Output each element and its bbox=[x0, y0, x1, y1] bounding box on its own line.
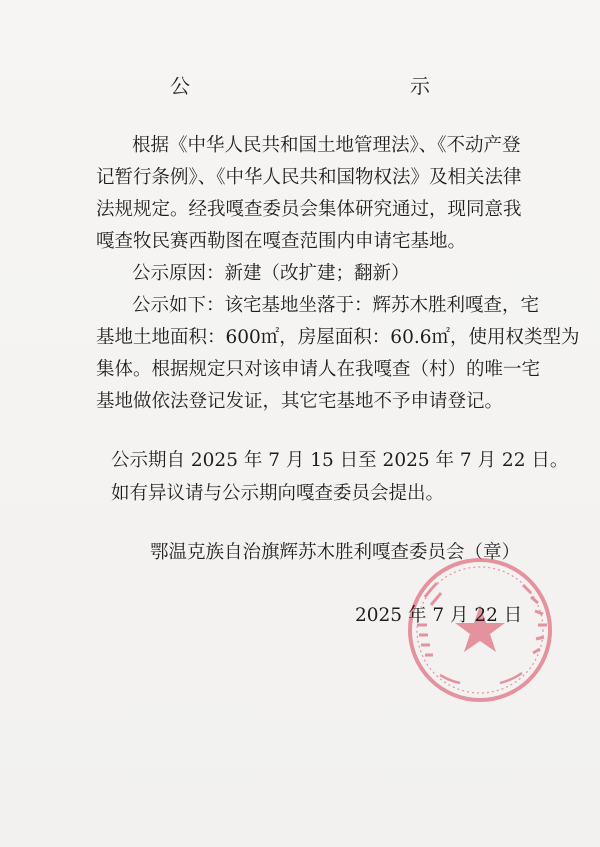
paragraph-line: 公示如下：该宅基地坐落于：辉苏木胜利嘎查，宅 bbox=[132, 295, 540, 316]
period-line: 公示期自 2025 年 7 月 15 日至 2025 年 7 月 22 日。 bbox=[111, 450, 569, 471]
reason-line: 公示原因：新建（改扩建；翻新） bbox=[132, 263, 410, 284]
paragraph-line: 集体。根据规定只对该申请人在我嘎查（村）的唯一宅 bbox=[96, 359, 541, 380]
paragraph-line: 基地土地面积：600㎡，房屋面积：60.6㎡，使用权类型为 bbox=[96, 327, 580, 348]
page-title: 公 示 bbox=[170, 74, 490, 98]
objection-line: 如有异议请与公示期向嘎查委员会提出。 bbox=[111, 483, 445, 504]
signature-line: 鄂温克族自治旗辉苏木胜利嘎查委员会（章） bbox=[150, 542, 521, 563]
paragraph-line: 记暂行条例》、《中华人民共和国物权法》及相关法律 bbox=[96, 167, 522, 188]
paragraph-line: 基地做依法登记发证，其它宅基地不予申请登记。 bbox=[96, 391, 504, 412]
paragraph-line: 根据《中华人民共和国土地管理法》、《不动产登 bbox=[132, 135, 521, 156]
date-line: 2025 年 7 月 22 日 bbox=[355, 605, 523, 626]
paragraph-line: 法规规定。经我嘎查委员会集体研究通过，现同意我 bbox=[96, 199, 522, 220]
official-seal-icon bbox=[405, 555, 555, 705]
paragraph-line: 嘎查牧民赛西勒图在嘎查范围内申请宅基地。 bbox=[96, 231, 467, 252]
